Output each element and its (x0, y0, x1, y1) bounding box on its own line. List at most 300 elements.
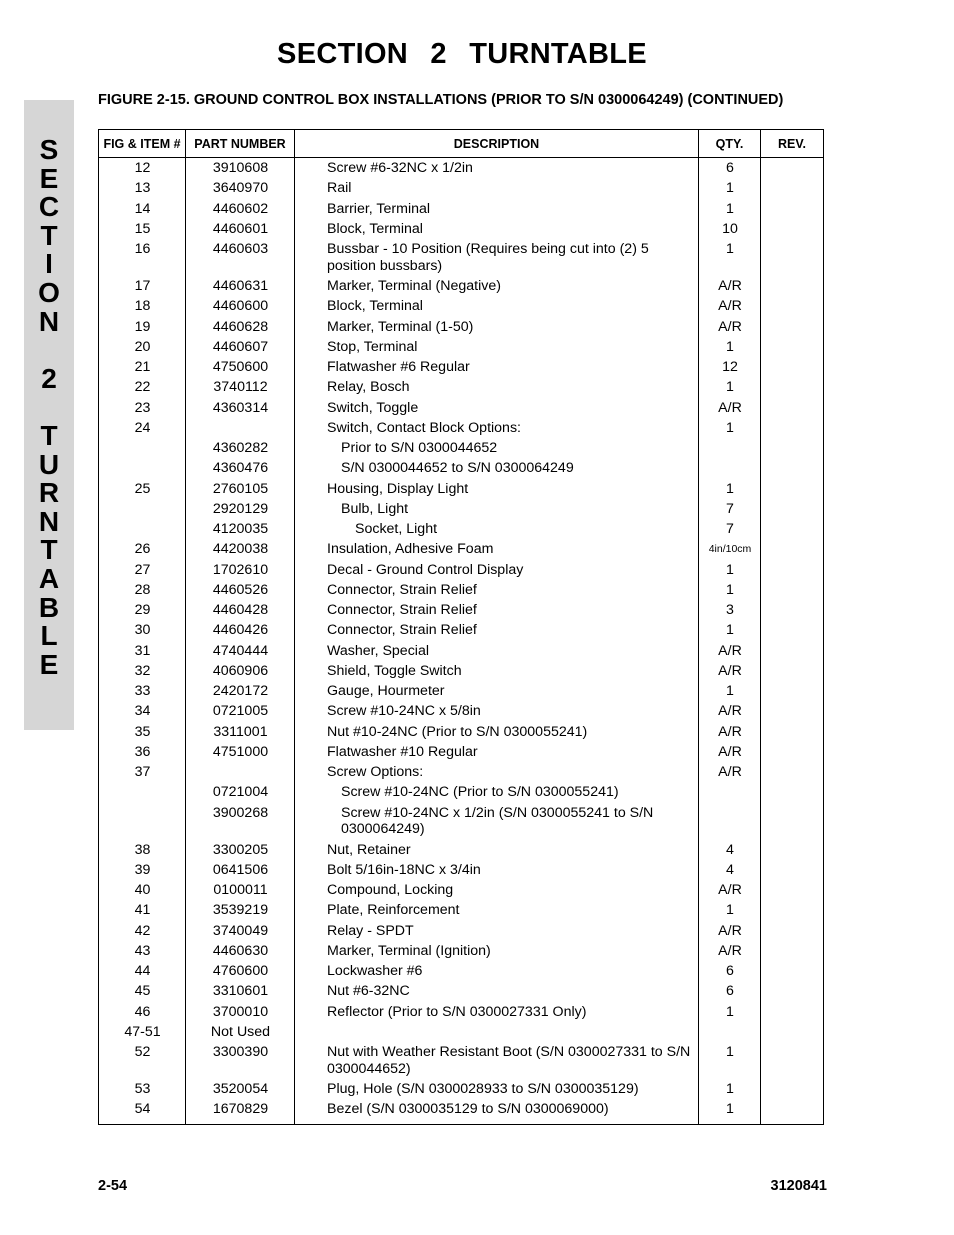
cell-part-number: 3700010 (212, 1003, 269, 1020)
column-divider (185, 158, 186, 1124)
side-tab-letter: C (38, 191, 60, 223)
cell-part-number: 4460602 (212, 200, 269, 217)
table-row (99, 602, 823, 622)
cell-rev (761, 663, 823, 683)
cell-part-number: 4740444 (212, 642, 269, 659)
cell-part-number: 4120035 (212, 521, 269, 537)
side-tab-letter: N (38, 305, 60, 337)
cell-fig-item: 28 (134, 581, 151, 598)
table-row (99, 359, 823, 379)
cell-part-number: 4760600 (212, 963, 269, 979)
cell-description: Flatwasher #6 Regular (327, 359, 470, 375)
cell-fig-item (99, 501, 186, 521)
cell-description: Shield, Toggle Switch (327, 662, 462, 679)
cell-fig-item: 21 (134, 359, 151, 375)
cell-qty: 1 (726, 561, 734, 578)
cell-description: Nut #6-32NC (327, 983, 410, 1000)
cell-fig-item: 18 (134, 298, 151, 315)
cell-description: Marker, Terminal (Negative) (327, 278, 501, 294)
cell-description: Switch, Toggle (327, 399, 419, 416)
column-divider (294, 158, 295, 1124)
cell-qty: A/R (718, 662, 742, 679)
cell-fig-item: 20 (134, 338, 151, 355)
cell-rev (761, 1081, 823, 1101)
cell-qty: 1 (726, 683, 734, 699)
cell-description: Bussbar - 10 Position (Requires being cut into (2) 5 position bussbars) (327, 241, 649, 274)
table-row (99, 1044, 823, 1081)
cell-description: Gauge, Hourmeter (327, 683, 445, 699)
cell-description: Socket, Light (355, 521, 438, 537)
cell-fig-item (99, 440, 186, 460)
cell-fig-item: 46 (134, 1003, 151, 1020)
cell-fig-item: 29 (134, 602, 151, 618)
cell-rev (761, 643, 823, 663)
table-row (99, 663, 823, 683)
cell-part-number: 4360314 (212, 399, 269, 416)
cell-fig-item: 47-51 (124, 1023, 161, 1040)
table-row (99, 943, 823, 963)
cell-rev (761, 703, 823, 723)
cell-part-number: 0100011 (213, 882, 268, 898)
cell-fig-item: 40 (134, 882, 151, 898)
cell-qty: 1 (726, 1081, 734, 1097)
cell-description: Block, Terminal (327, 220, 423, 237)
table-row (99, 764, 823, 784)
cell-part-number: 4750600 (212, 359, 269, 375)
cell-qty: 3 (726, 602, 734, 618)
side-tab-letter: L (40, 620, 58, 652)
cell-description: Compound, Locking (327, 882, 454, 898)
cell-rev (761, 521, 823, 541)
cell-qty: 1 (726, 1101, 734, 1118)
cell-rev (761, 298, 823, 318)
cell-part-number: 2760105 (212, 480, 269, 497)
cell-rev (761, 582, 823, 602)
cell-qty: 4in/10cm (708, 543, 752, 556)
cell-part-number: 0721005 (212, 703, 269, 720)
cell-part-number: 4460428 (212, 602, 269, 618)
cell-qty: A/R (718, 882, 742, 898)
cell-fig-item: 44 (134, 963, 151, 979)
cell-fig-item: 13 (134, 180, 151, 197)
table-row (99, 902, 823, 922)
cell-part-number: 3300205 (212, 841, 269, 858)
cell-rev (761, 784, 823, 804)
cell-fig-item: 22 (134, 379, 151, 396)
cell-description: Reflector (Prior to S/N 0300027331 Only) (327, 1003, 587, 1020)
cell-qty: 1 (726, 1044, 734, 1060)
footer-document-number: 3120841 (770, 1178, 827, 1194)
cell-part-number: 3311001 (213, 723, 268, 740)
table-row (99, 683, 823, 703)
cell-description: Connector, Strain Relief (327, 622, 477, 639)
cell-description: Plug, Hole (S/N 0300028933 to S/N 0300035129) (327, 1081, 639, 1097)
cell-description: Rail (327, 180, 352, 197)
cell-rev (761, 319, 823, 339)
cell-description: Nut with Weather Resistant Boot (S/N 0300027331 to S/N 0300044652) (327, 1044, 691, 1077)
cell-description: Bolt 5/16in-18NC x 3/4in (327, 861, 481, 878)
cell-qty: 1 (726, 902, 734, 919)
cell-description: Screw Options: (327, 764, 424, 780)
table-row (99, 724, 823, 744)
table-row (99, 1024, 823, 1044)
cell-part-number: 2920129 (212, 500, 269, 517)
cell-qty: A/R (718, 723, 742, 740)
table-row (99, 221, 823, 241)
cell-part-number: 3640970 (212, 180, 269, 197)
cell-fig-item: 39 (134, 861, 151, 878)
cell-rev (761, 420, 823, 440)
cell-description (295, 1024, 699, 1044)
cell-description: Switch, Contact Block Options: (327, 419, 521, 436)
cell-fig-item: 12 (134, 160, 151, 176)
cell-qty: A/R (718, 703, 742, 720)
cell-rev (761, 180, 823, 200)
cell-part-number (186, 420, 295, 440)
table-row (99, 1004, 823, 1024)
parts-table (98, 129, 824, 1125)
cell-rev (761, 902, 823, 922)
side-tab-letter: B (38, 591, 60, 623)
cell-rev (761, 460, 823, 480)
cell-description: Connector, Strain Relief (327, 602, 477, 618)
cell-qty: 6 (726, 983, 734, 1000)
cell-rev (761, 400, 823, 420)
table-row (99, 440, 823, 460)
cell-description: Plate, Reinforcement (327, 902, 460, 919)
cell-fig-item (99, 784, 186, 804)
cell-description: Decal - Ground Control Display (327, 561, 524, 578)
side-tab-letter: T (40, 534, 58, 566)
cell-part-number (186, 764, 295, 784)
cell-part-number: 4460630 (212, 942, 269, 959)
cell-rev (761, 983, 823, 1003)
cell-part-number: 4460607 (212, 338, 269, 355)
cell-fig-item: 37 (134, 764, 151, 780)
table-row (99, 481, 823, 501)
side-tab-letter: R (38, 477, 60, 509)
cell-fig-item (99, 460, 186, 480)
cell-fig-item: 27 (134, 561, 151, 578)
cell-rev (761, 882, 823, 902)
cell-fig-item: 42 (134, 922, 151, 939)
cell-description: Nut, Retainer (327, 841, 411, 858)
cell-description: Flatwasher #10 Regular (327, 743, 478, 760)
table-row (99, 703, 823, 723)
cell-rev (761, 241, 823, 278)
section-title: SECTION 2 TURNTABLE (277, 38, 647, 70)
cell-part-number: 3310601 (212, 983, 269, 1000)
table-row (99, 862, 823, 882)
cell-fig-item: 14 (134, 200, 151, 217)
cell-description: Connector, Strain Relief (327, 581, 477, 598)
cell-description: Insulation, Adhesive Foam (327, 541, 494, 558)
table-row (99, 842, 823, 862)
cell-rev (761, 805, 823, 842)
cell-qty: A/R (718, 298, 742, 315)
header-qty: QTY. (699, 130, 761, 157)
cell-qty: A/R (718, 318, 742, 335)
side-tab-letter: E (39, 648, 59, 680)
cell-description: Prior to S/N 0300044652 (341, 440, 498, 456)
cell-qty: A/R (718, 278, 742, 294)
cell-rev (761, 744, 823, 764)
cell-rev (761, 683, 823, 703)
table-row (99, 541, 823, 561)
cell-part-number: Not Used (210, 1023, 271, 1040)
table-row (99, 339, 823, 359)
figure-title: FIGURE 2-15. GROUND CONTROL BOX INSTALLATIONS (PRIOR TO S/N 0300064249) (CONTINUED) (98, 92, 784, 108)
table-row (99, 521, 823, 541)
cell-part-number: 4460601 (212, 220, 269, 237)
cell-qty (699, 805, 761, 842)
table-row (99, 562, 823, 582)
cell-qty (699, 440, 761, 460)
cell-rev (761, 481, 823, 501)
cell-part-number: 4460631 (212, 278, 269, 294)
cell-qty: 1 (726, 379, 734, 396)
table-body (99, 158, 823, 1124)
cell-part-number: 4060906 (212, 662, 269, 679)
table-header (99, 130, 823, 158)
table-row (99, 1101, 823, 1121)
cell-fig-item: 31 (134, 642, 151, 659)
cell-part-number: 3900268 (212, 804, 269, 821)
cell-rev (761, 622, 823, 642)
cell-fig-item: 54 (134, 1101, 151, 1118)
cell-rev (761, 501, 823, 521)
table-row (99, 180, 823, 200)
cell-description: Stop, Terminal (327, 338, 418, 355)
cell-rev (761, 1004, 823, 1024)
cell-fig-item: 45 (134, 983, 151, 1000)
table-row (99, 582, 823, 602)
cell-part-number: 4460600 (212, 298, 269, 315)
table-row (99, 1081, 823, 1101)
cell-description: Washer, Special (327, 642, 429, 659)
cell-part-number: 3520054 (212, 1081, 269, 1097)
cell-description: S/N 0300044652 to S/N 0300064249 (341, 460, 574, 477)
cell-qty: 7 (726, 521, 734, 537)
cell-fig-item: 23 (134, 399, 151, 416)
cell-rev (761, 923, 823, 943)
cell-rev (761, 764, 823, 784)
cell-part-number: 1670829 (212, 1101, 269, 1118)
table-row (99, 923, 823, 943)
cell-qty: A/R (718, 764, 742, 780)
table-row (99, 963, 823, 983)
cell-rev (761, 862, 823, 882)
table-row (99, 160, 823, 180)
cell-rev (761, 278, 823, 298)
cell-part-number: 4460628 (212, 318, 269, 335)
cell-rev (761, 1024, 823, 1044)
cell-description: Lockwasher #6 (327, 963, 423, 979)
table-row (99, 460, 823, 480)
side-tab-letter (24, 336, 74, 365)
cell-part-number: 4751000 (212, 743, 269, 760)
side-tab-letter (24, 393, 74, 422)
cell-qty: 7 (726, 500, 734, 517)
cell-fig-item: 30 (134, 622, 151, 639)
footer-page-number: 2-54 (98, 1178, 128, 1194)
table-row (99, 420, 823, 440)
table-row (99, 241, 823, 278)
cell-part-number: 3740049 (212, 922, 269, 939)
side-tab-letter: T (40, 419, 58, 451)
cell-description: Screw #10-24NC x 5/8in (327, 703, 481, 720)
table-row (99, 622, 823, 642)
cell-qty (699, 784, 761, 804)
cell-qty: 6 (726, 160, 734, 176)
cell-part-number: 4420038 (212, 541, 269, 558)
cell-rev (761, 1101, 823, 1121)
cell-fig-item: 34 (134, 703, 151, 720)
header-part-number: PART NUMBER (186, 130, 295, 157)
cell-part-number: 3539219 (212, 902, 269, 919)
cell-part-number: 1702610 (212, 561, 269, 578)
cell-qty: 4 (726, 861, 734, 878)
cell-rev (761, 379, 823, 399)
table-row (99, 784, 823, 804)
cell-qty (699, 460, 761, 480)
cell-description: Block, Terminal (327, 298, 423, 315)
cell-fig-item: 53 (134, 1081, 151, 1097)
cell-fig-item: 38 (134, 841, 151, 858)
cell-part-number: 4460426 (212, 622, 269, 639)
cell-description: Screw #6-32NC x 1/2in (327, 160, 473, 176)
cell-fig-item: 52 (134, 1044, 151, 1060)
cell-fig-item: 36 (134, 743, 151, 760)
cell-qty: 1 (726, 180, 734, 197)
cell-part-number: 2420172 (212, 683, 269, 699)
cell-description: Marker, Terminal (Ignition) (327, 942, 491, 959)
cell-fig-item: 32 (134, 662, 151, 679)
table-row (99, 278, 823, 298)
cell-fig-item: 33 (134, 683, 151, 699)
header-rev: REV. (777, 136, 807, 151)
cell-qty: A/R (718, 942, 742, 959)
cell-qty: A/R (718, 922, 742, 939)
cell-rev (761, 221, 823, 241)
cell-part-number: 0641506 (212, 861, 269, 878)
side-tab-letter: U (38, 448, 60, 480)
cell-rev (761, 160, 823, 180)
cell-qty: 1 (726, 1003, 734, 1020)
cell-qty: 1 (726, 338, 734, 355)
cell-qty: A/R (718, 642, 742, 659)
cell-description: Screw #10-24NC (Prior to S/N 0300055241) (341, 784, 619, 801)
table-row (99, 983, 823, 1003)
cell-fig-item: 16 (134, 241, 151, 257)
cell-fig-item: 43 (134, 942, 151, 959)
side-tab-letters (24, 136, 74, 679)
header-description: DESCRIPTION (295, 130, 699, 157)
table-row (99, 501, 823, 521)
cell-qty: 6 (726, 963, 734, 979)
cell-part-number: 4460603 (212, 241, 269, 257)
column-divider (698, 158, 699, 1124)
cell-rev (761, 562, 823, 582)
cell-qty: 4 (726, 841, 734, 858)
side-tab-letter: 2 (41, 362, 57, 394)
side-tab-letter: I (45, 248, 53, 280)
cell-rev (761, 943, 823, 963)
cell-qty: 1 (726, 581, 734, 598)
cell-qty: 10 (722, 220, 738, 237)
cell-part-number: 0721004 (212, 784, 269, 801)
side-tab-letter: T (40, 219, 58, 251)
cell-fig-item: 24 (134, 419, 151, 436)
cell-description: Marker, Terminal (1-50) (327, 318, 474, 335)
cell-fig-item: 41 (134, 902, 151, 919)
side-tab-letter: O (38, 276, 60, 308)
cell-fig-item: 17 (134, 278, 151, 294)
cell-fig-item: 35 (134, 723, 151, 740)
cell-rev (761, 602, 823, 622)
table-row (99, 805, 823, 842)
cell-rev (761, 359, 823, 379)
cell-fig-item: 25 (134, 480, 151, 497)
side-tab-letter: A (38, 562, 60, 594)
cell-description: Bulb, Light (341, 500, 409, 517)
cell-description: Bezel (S/N 0300035129 to S/N 0300069000) (327, 1101, 609, 1118)
cell-qty: 12 (722, 359, 738, 375)
cell-rev (761, 842, 823, 862)
cell-fig-item: 26 (134, 541, 151, 558)
cell-description: Housing, Display Light (327, 480, 469, 497)
cell-qty: 1 (726, 622, 734, 639)
cell-part-number: 4360476 (212, 460, 269, 477)
table-row (99, 379, 823, 399)
table-row (99, 744, 823, 764)
cell-part-number: 3300390 (212, 1044, 269, 1060)
cell-part-number: 4360282 (212, 440, 269, 456)
cell-part-number: 3910608 (212, 160, 269, 176)
cell-description: Barrier, Terminal (327, 200, 431, 217)
cell-qty: 1 (726, 200, 734, 217)
cell-fig-item: 19 (134, 318, 151, 335)
table-row (99, 298, 823, 318)
side-tab-letter: N (38, 505, 60, 537)
cell-qty: 1 (726, 480, 734, 497)
cell-rev (761, 1044, 823, 1081)
cell-rev (761, 339, 823, 359)
cell-fig-item (99, 805, 186, 842)
cell-description: Nut #10-24NC (Prior to S/N 0300055241) (327, 723, 588, 740)
cell-description: Screw #10-24NC x 1/2in (S/N 0300055241 to S/N 0300064249) (341, 804, 654, 837)
cell-qty: 1 (726, 419, 734, 436)
cell-description: Relay - SPDT (327, 922, 414, 939)
table-row (99, 319, 823, 339)
header-fig-item: FIG & ITEM # (99, 130, 186, 157)
cell-qty: A/R (718, 743, 742, 760)
table-row (99, 643, 823, 663)
cell-qty: A/R (718, 399, 742, 416)
section-side-tab (24, 100, 74, 730)
table-row (99, 882, 823, 902)
cell-qty (699, 1024, 761, 1044)
cell-rev (761, 201, 823, 221)
cell-part-number: 4460526 (212, 581, 269, 598)
cell-qty: 1 (726, 241, 734, 257)
cell-rev (761, 440, 823, 460)
cell-fig-item: 15 (134, 220, 151, 237)
cell-fig-item (99, 521, 186, 541)
cell-rev (761, 724, 823, 744)
cell-part-number: 3740112 (213, 379, 268, 396)
cell-rev (761, 541, 823, 561)
